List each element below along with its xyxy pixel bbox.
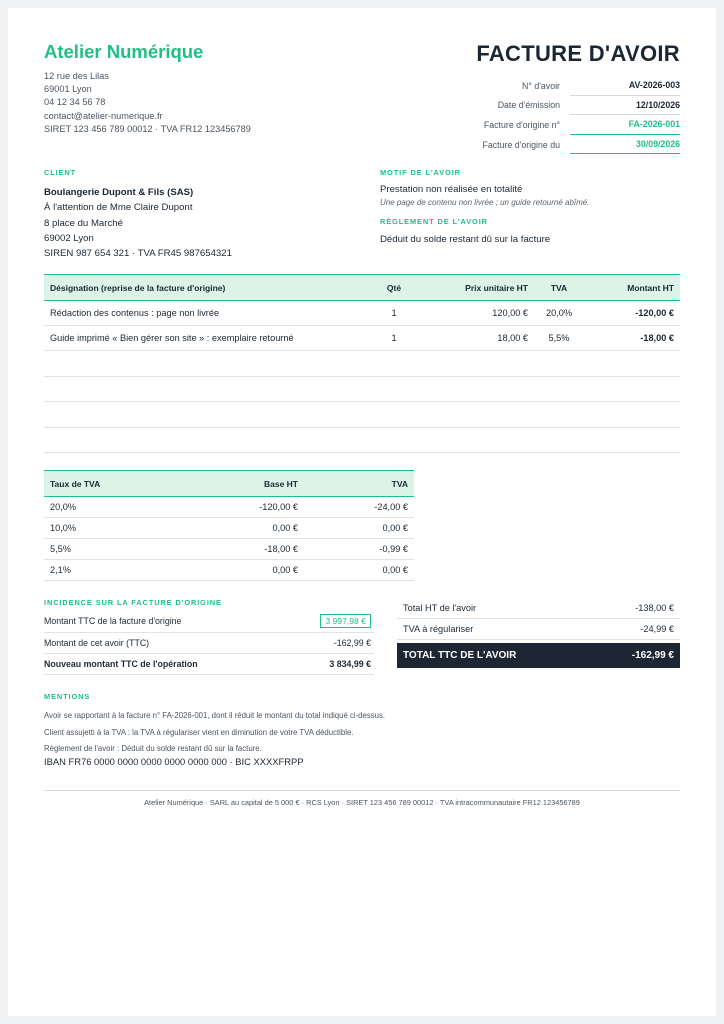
line-amount: -18,00 €: [584, 326, 680, 351]
total-ht-row: [397, 598, 680, 619]
total-tva-value: -24,99 €: [640, 624, 674, 634]
column-header-vat-rate: Taux de TVA: [44, 471, 174, 497]
client-address-line1: 8 place du Marché: [44, 217, 123, 229]
column-header-designation: Désignation (reprise de la facture d'origine): [44, 275, 374, 301]
line-designation: Rédaction des contenus : page non livrée: [44, 301, 374, 326]
seller-email: contact@atelier-numerique.fr: [44, 110, 163, 121]
total-ht-value: -138,00 €: [635, 603, 674, 613]
credit-number: AV-2026-003: [570, 76, 680, 96]
client-block: [44, 185, 232, 261]
meta-label: Facture d'origine du: [482, 139, 560, 150]
meta-row-credit-number: [470, 76, 680, 96]
seller-phone: 04 12 34 56 78: [44, 97, 106, 108]
seller-name: Atelier Numérique: [44, 41, 204, 62]
line-vat: 20,0%: [534, 301, 584, 326]
empty-cell: [44, 402, 680, 428]
incidence-value-cell: [290, 611, 374, 632]
column-header-qty: Qté: [374, 275, 414, 301]
empty-row: [44, 376, 680, 402]
seller-ids: SIRET 123 456 789 00012 · TVA FR12 123456789: [44, 123, 251, 134]
mentions-section-label: MENTIONS: [44, 692, 91, 701]
line-vat: 5,5%: [534, 326, 584, 351]
seller-address-line1: 12 rue des Lilas: [44, 71, 109, 81]
table-row: [44, 539, 414, 560]
incidence-label: Nouveau montant TTC de l'opération: [44, 653, 290, 674]
vat-amount: 0,00 €: [304, 518, 414, 539]
vat-rate: 10,0%: [44, 518, 174, 539]
vat-base: 0,00 €: [174, 560, 304, 581]
meta-label: Facture d'origine n°: [483, 119, 560, 130]
totals-block: [397, 598, 680, 668]
column-header-amount: Montant HT: [584, 275, 680, 301]
vat-amount: 0,00 €: [304, 560, 414, 581]
empty-row: [44, 427, 680, 453]
iban: IBAN FR76 0000 0000 0000 0000 0000 000 · BIC XXXXFRPP: [44, 756, 304, 767]
empty-cell: [44, 376, 680, 402]
incidence-table: [44, 611, 374, 675]
table-row: [44, 653, 374, 674]
table-row: [44, 301, 680, 326]
vat-base: 0,00 €: [174, 518, 304, 539]
reglement-text: Déduit du solde restant dû sur la facture: [380, 234, 551, 245]
vat-amount: -24,00 €: [304, 497, 414, 518]
origin-invoice-date: 30/09/2026: [570, 135, 680, 155]
document-title: FACTURE D'AVOIR: [476, 41, 680, 66]
meta-label: N° d'avoir: [522, 80, 560, 91]
incidence-value: 3 834,99 €: [290, 653, 374, 674]
incidence-value: -162,99 €: [290, 632, 374, 653]
client-ids: SIREN 987 654 321 · TVA FR45 987654321: [44, 248, 232, 260]
table-row: [44, 560, 414, 581]
table-row: [44, 326, 680, 351]
vat-rate: 5,5%: [44, 539, 174, 560]
total-ttc-value: -162,99 €: [631, 650, 674, 661]
column-header-base: Base HT: [174, 471, 304, 497]
mention-line: Avoir se rapportant à la facture n° FA-2026-001, dont il réduit le montant du total indiqué ci-dessus.: [44, 711, 386, 720]
vat-rate: 2,1%: [44, 560, 174, 581]
incidence-label: Montant de cet avoir (TTC): [44, 632, 290, 653]
empty-cell: [44, 351, 680, 377]
seller-details: [44, 70, 251, 136]
table-row: [44, 611, 374, 632]
meta-row-issue-date: [470, 96, 680, 116]
issue-date: 12/10/2026: [570, 96, 680, 116]
line-items-header: [44, 275, 680, 301]
empty-row: [44, 402, 680, 428]
meta-row-origin-date: [470, 135, 680, 155]
table-row: [44, 497, 414, 518]
legal-footer: Atelier Numérique · SARL au capital de 5 000 € · RCS Lyon · SIRET 123 456 789 00012 · TVA intracommunautaire FR12 123456789: [44, 790, 680, 807]
invoice-page: [8, 8, 716, 1016]
incidence-section-label: INCIDENCE SUR LA FACTURE D'ORIGINE: [44, 598, 222, 607]
client-attention: À l'attention de Mme Claire Dupont: [44, 202, 193, 214]
line-unit-price: 18,00 €: [414, 326, 534, 351]
mention-line: Règlement de l'avoir : Déduit du solde restant dû sur la facture.: [44, 744, 262, 753]
column-header-unit-price: Prix unitaire HT: [414, 275, 534, 301]
motif-text: Prestation non réalisée en totalité: [380, 184, 523, 195]
empty-row: [44, 351, 680, 377]
column-header-vat: TVA: [534, 275, 584, 301]
meta-row-origin-invoice: [470, 115, 680, 135]
client-address-line2: 69002 Lyon: [44, 232, 94, 244]
line-unit-price: 120,00 €: [414, 301, 534, 326]
empty-cell: [44, 427, 680, 453]
client-name: Boulangerie Dupont & Fils (SAS): [44, 187, 194, 198]
column-header-vat-amount: TVA: [304, 471, 414, 497]
line-designation: Guide imprimé « Bien gérer son site » : exemplaire retourné: [44, 326, 374, 351]
vat-base: -18,00 €: [174, 539, 304, 560]
line-items-table: [44, 274, 680, 453]
line-amount: -120,00 €: [584, 301, 680, 326]
motif-note: Une page de contenu non livrée ; un guide retourné abîmé.: [380, 198, 590, 207]
line-qty: 1: [374, 301, 414, 326]
vat-header: [44, 471, 414, 497]
incidence-label: Montant TTC de la facture d'origine: [44, 611, 290, 632]
document-meta: [470, 76, 680, 154]
vat-base: -120,00 €: [174, 497, 304, 518]
mention-line: Client assujetti à la TVA : la TVA à régulariser vient en diminution de votre TVA déductible.: [44, 727, 354, 737]
total-ht-label: Total HT de l'avoir: [403, 603, 477, 613]
total-tva-label: TVA à régulariser: [403, 624, 474, 634]
motif-section-label: MOTIF DE L'AVOIR: [380, 168, 461, 177]
vat-rate: 20,0%: [44, 497, 174, 518]
vat-breakdown-table: [44, 470, 414, 581]
client-section-label: CLIENT: [44, 168, 77, 177]
table-row: [44, 632, 374, 653]
table-row: [44, 518, 414, 539]
vat-amount: -0,99 €: [304, 539, 414, 560]
total-ttc-label: TOTAL TTC DE L'AVOIR: [403, 650, 517, 661]
total-tva-row: [397, 619, 680, 640]
reglement-section-label: RÈGLEMENT DE L'AVOIR: [380, 217, 488, 226]
origin-invoice-number: FA-2026-001: [570, 115, 680, 135]
mentions-text: [44, 708, 385, 758]
total-ttc-row: [397, 643, 680, 668]
seller-address-line2: 69001 Lyon: [44, 84, 92, 95]
origin-total-highlight: 3 997,98 €: [320, 614, 371, 628]
line-qty: 1: [374, 326, 414, 351]
meta-label: Date d'émission: [497, 100, 560, 111]
